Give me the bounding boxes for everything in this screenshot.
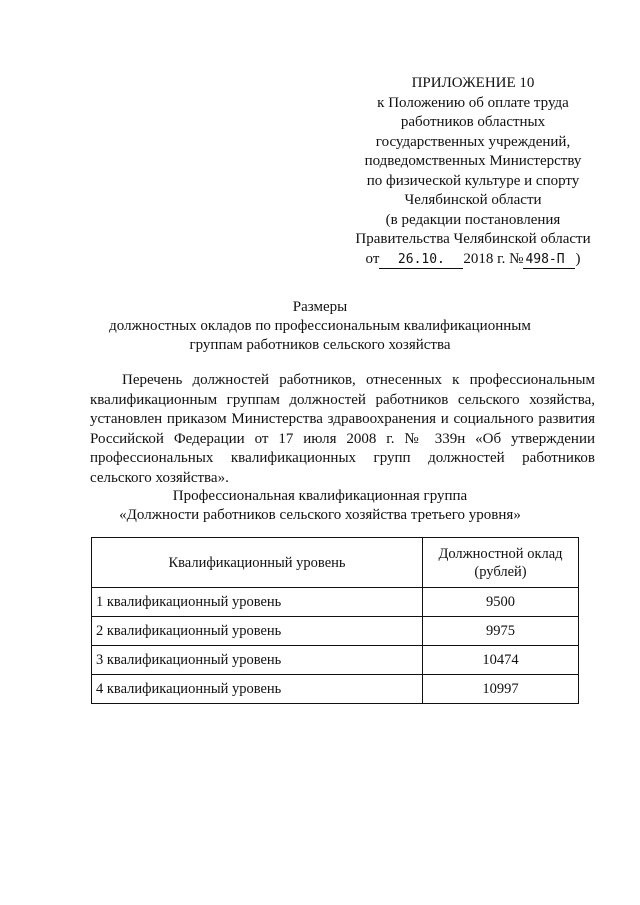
title-line: должностных окладов по профессиональным квалификационным — [109, 318, 531, 334]
salary-cell: 9500 — [423, 588, 579, 617]
paragraph-line: Российской Федерации от 17 июля 2008 г. № 339н «Об утверждении — [90, 430, 595, 447]
resolution-number: 498-П — [523, 252, 575, 269]
table-row — [92, 588, 579, 617]
salary-cell: 10997 — [423, 675, 579, 704]
level-cell: 3 квалификационный уровень — [92, 646, 423, 675]
level-cell: 2 квалификационный уровень — [92, 617, 423, 646]
title-line: Размеры — [292, 299, 348, 315]
table-row — [92, 617, 579, 646]
approval-line: к Положению об оплате труда — [377, 94, 569, 111]
group-heading — [60, 487, 580, 525]
approval-line: Правительства Челябинской области — [355, 231, 591, 247]
approval-line: работников областных — [400, 114, 546, 130]
approval-line: (в редакции постановления — [385, 211, 561, 228]
approval-line: государственных учреждений, — [375, 133, 571, 150]
approval-line: по физической культуре и спорту — [366, 172, 580, 189]
table-row — [92, 646, 579, 675]
salary-cell: 9975 — [423, 617, 579, 646]
table-header-row — [92, 538, 579, 588]
resolution-date-line — [348, 250, 598, 270]
approval-line: Челябинской области — [404, 192, 542, 208]
level-cell: 4 квалификационный уровень — [92, 675, 423, 704]
table-row — [92, 675, 579, 704]
salary-cell: 10474 — [423, 646, 579, 675]
paragraph-line: сельского хозяйства». — [90, 469, 229, 486]
document-title — [60, 298, 580, 355]
title-line: группам работников сельского хозяйства — [189, 337, 451, 353]
header-salary — [423, 538, 579, 588]
group-heading-line: Профессиональная квалификационная группа — [172, 488, 468, 504]
approval-line: подведомственных Министерству — [364, 153, 582, 169]
header-salary-unit: (рублей) — [474, 563, 527, 580]
header-salary-line: Должностной оклад — [438, 545, 563, 562]
paragraph-line: квалификационным группам должностей работников сельского хозяйства, — [90, 391, 595, 408]
approval-block — [348, 74, 598, 269]
level-cell: 1 квалификационный уровень — [92, 588, 423, 617]
intro-paragraph — [90, 371, 595, 488]
paragraph-line: установлен приказом Министерства здравоохранения и социального развития — [90, 411, 595, 427]
group-heading-line: «Должности работников сельского хозяйства третьего уровня» — [119, 507, 521, 523]
appendix-heading: ПРИЛОЖЕНИЕ 10 — [411, 75, 535, 91]
resolution-date: 26.10. — [379, 252, 463, 269]
salary-table — [91, 537, 579, 704]
paragraph-line: профессиональных квалификационных групп должностей работников — [90, 450, 595, 466]
paragraph-line: Перечень должностей работников, отнесенных к профессиональным — [122, 372, 595, 388]
header-level: Квалификационный уровень — [92, 538, 423, 588]
year-text: 2018 г. № — [463, 250, 524, 267]
date-prefix: от — [365, 250, 380, 267]
closing-bracket: ) — [575, 250, 581, 267]
